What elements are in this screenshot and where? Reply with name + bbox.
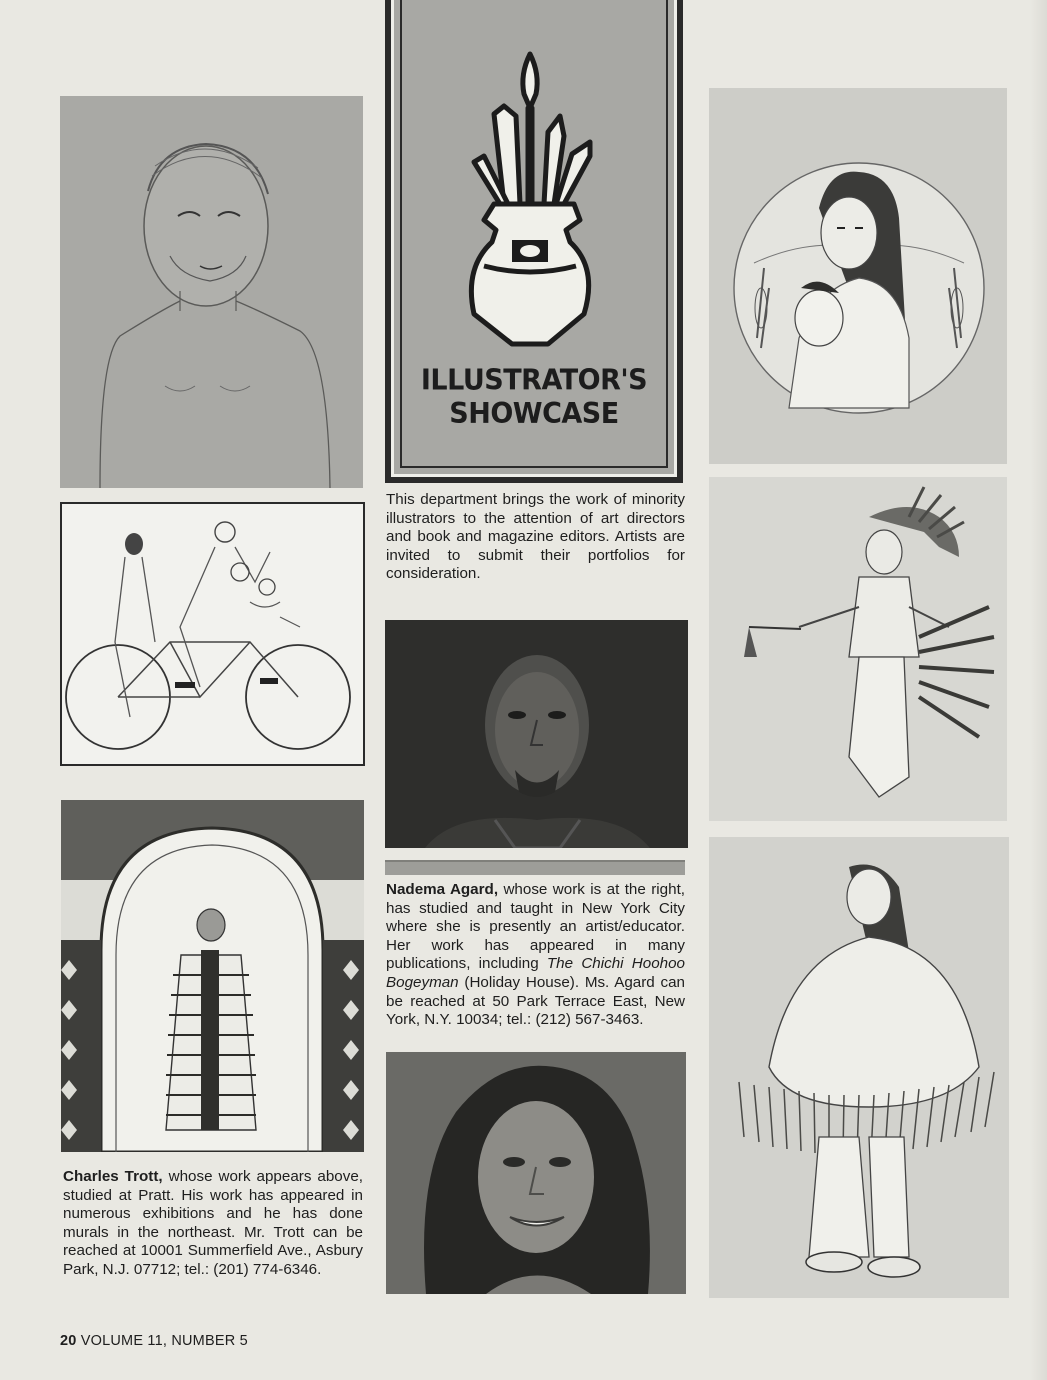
page-number: 20	[60, 1333, 77, 1349]
page-edge-shading	[1030, 0, 1047, 1380]
nadema-agard-photo	[386, 1052, 686, 1294]
mother-and-child-illustration	[709, 88, 1007, 464]
section-divider-bar	[385, 860, 685, 875]
nadema-agard-bio	[386, 881, 685, 1030]
showcase-header-panel	[385, 0, 683, 483]
showcase-title-line1: ILLUSTRATOR'S	[420, 364, 648, 397]
showcase-title-line2: SHOWCASE	[449, 398, 619, 431]
charles-trott-bio	[63, 1168, 363, 1280]
issue-label: VOLUME 11, NUMBER 5	[80, 1333, 248, 1349]
trott-name: Charles Trott,	[63, 1168, 163, 1185]
trott-bio-text: whose work appears above, studied at Pratt. His work has appeared in numerous exhibitions and he has done murals in the northeast. Mr. Trott can be reached at 10001 Summerfield Ave., Asbury Park, N.J. 07712; tel.: (201) 774-6346.	[63, 1168, 363, 1278]
woman-in-shawl-illustration	[709, 837, 1009, 1298]
pen-vase-logo-icon	[464, 44, 614, 354]
header-inner-frame	[391, 0, 677, 477]
showcase-title	[394, 364, 674, 431]
archway-figure-illustration	[61, 800, 364, 1152]
agard-bio-part1: whose work is at the right, has studied and taught in New York City where she is presently an artist/educator. Her work has appeared in many publications, including	[386, 881, 686, 973]
agard-book-title: The Chichi Hoohoo Bogeyman	[386, 955, 685, 991]
intro-paragraph: This department brings the work of minority illustrators to the attention of art directors and book and magazine editors. Artists are invited to submit their portfolios for consideration.	[386, 491, 685, 583]
page-footer	[60, 1333, 248, 1349]
native-dancer-illustration	[709, 477, 1007, 821]
agard-name: Nadema Agard,	[386, 881, 499, 898]
boy-portrait-illustration	[60, 96, 363, 488]
tandem-bicycle-illustration	[60, 502, 365, 766]
agard-bio-part2: (Holiday House). Ms. Agard can be reached at 50 Park Terrace East, New York, N.Y. 10034; tel.: (212) 567-3463.	[386, 973, 685, 1029]
charles-trott-photo	[385, 620, 688, 848]
